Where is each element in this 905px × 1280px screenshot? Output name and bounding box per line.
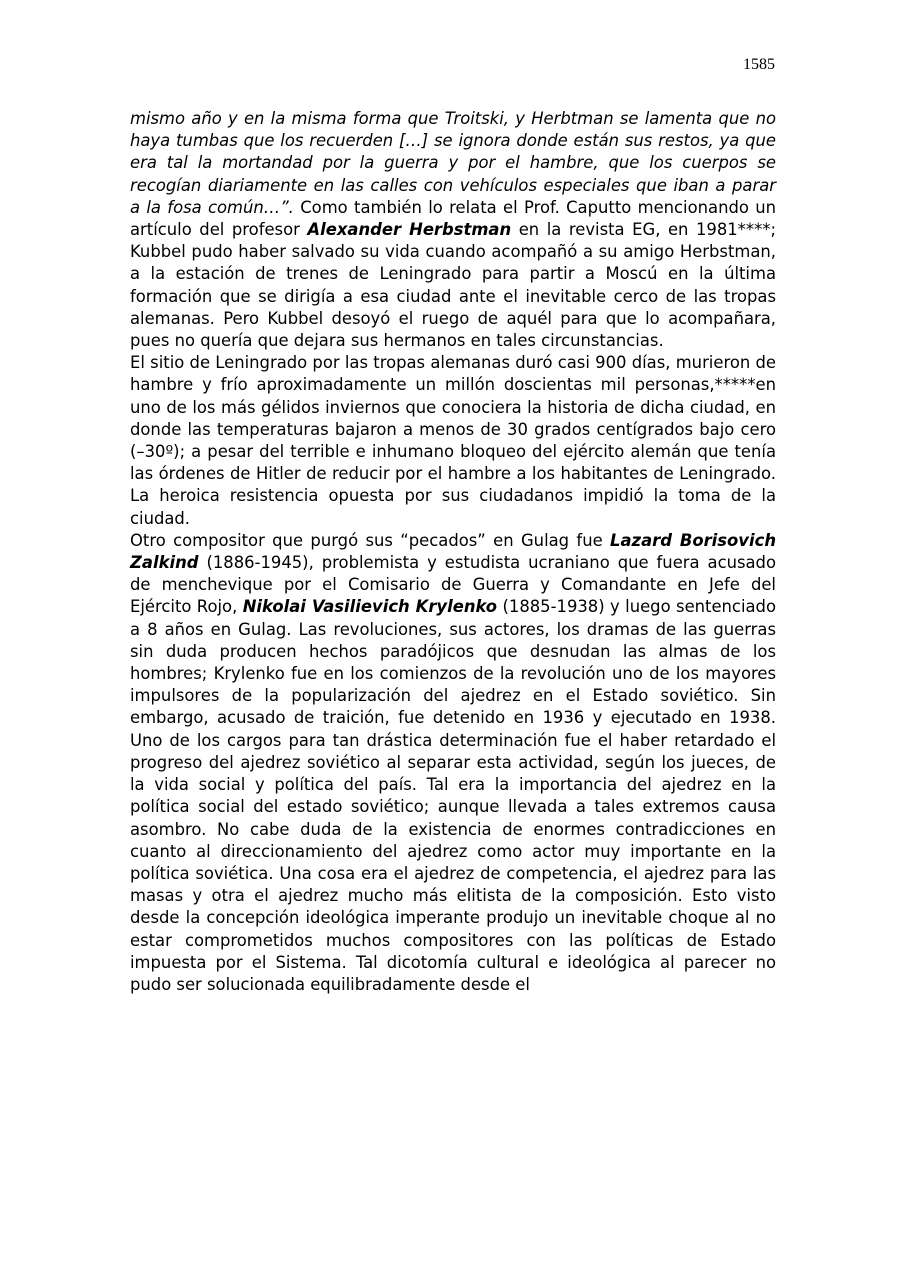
page-number: 1585 [743,56,775,73]
person-name: Alexander Herbstman [307,220,512,240]
body-text: Otro compositor que purgó sus “pecados” en Gulag fue [130,530,611,550]
body-text: en la revista EG, en 1981****; Kubbel pudo haber salvado su vida cuando acompañó a su amigo Herbstman, a la estación de trenes de Leningrado para partir a Moscú en la última formación que se dirigía a esa ciudad ante el inevitable cerco de las tropas alemanas. Pero Kubbel desoyó el ruego de aquél para que lo acompañara, pues no quería que dejara sus hermanos en tales circunstancias. [130,220,776,351]
body-text: El sitio de Leningrado por las tropas alemanas duró casi 900 días, murieron de hambre y frío aproximadamente un millón doscientas mil personas,*****en uno de los más gélidos inviernos que conociera la historia de dicha ciudad, en donde las temperaturas bajaron a menos de 30 grados centígrados bajo cero (–30º); a pesar del terrible e inhumano bloqueo del ejército alemán que tenía las órdenes de Hitler de reducir por el hambre a los habitantes de Leningrado. La heroica resistencia opuesta por sus ciudadanos impidió la toma de la ciudad. [130,353,776,528]
person-name: Lazard Borisovich Zalkind [130,530,776,573]
person-name: Nikolai Vasilievich Krylenko [242,597,498,617]
body-text: Como también lo relata el Prof. Caputto mencionando un artículo del profesor [130,197,776,240]
body-text: (1886-1945), problemista y estudista ucraniano que fuera acusado de menchevique por el Comisario de Guerra y Comandante en Jefe del Ejército Rojo, [130,553,776,617]
page-body [130,108,776,996]
paragraph-2 [130,352,776,530]
body-text: (1885-1938) y luego sentenciado a 8 años en Gulag. Las revoluciones, sus actores, los dramas de las guerras sin duda producen hechos paradójicos que desnudan las almas de los hombres; Krylenko fue en los comienzos de la revolución uno de los mayores impulsores de la popularización del ajedrez en el Estado soviético. Sin embargo, acusado de traición, fue detenido en 1936 y ejecutado en 1938. Uno de los cargos para tan drástica determinación fue el haber retardado el progreso del ajedrez soviético al separar esta actividad, según los jueces, de la vida social y política del país. Tal era la importancia del ajedrez en la política social del estado soviético; aunque llevada a tales extremos causa asombro. No cabe duda de la existencia de enormes contradicciones en cuanto al direccionamiento del ajedrez como actor muy importante en la política soviética. Una cosa era el ajedrez de competencia, el ajedrez para las masas y otra el ajedrez mucho más elitista de la composición. Esto visto desde la concepción ideológica imperante produjo un inevitable choque al no estar comprometidos muchos compositores con las políticas de Estado impuesta por el Sistema. Tal dicotomía cultural e ideológica al parecer no pudo ser solucionada equilibradamente desde el [130,597,776,994]
paragraph-3 [130,530,776,996]
paragraph-1 [130,108,776,352]
quote-text: mismo año y en la misma forma que Troitski, y Herbtman se lamenta que no haya tumbas que los recuerden […] se ignora donde están sus restos, ya que era tal la mortandad por la guerra y por el hambre, que los cuerpos se recogían diariamente en las calles con vehículos especiales que iban a parar a la fosa común…”. [130,109,776,217]
